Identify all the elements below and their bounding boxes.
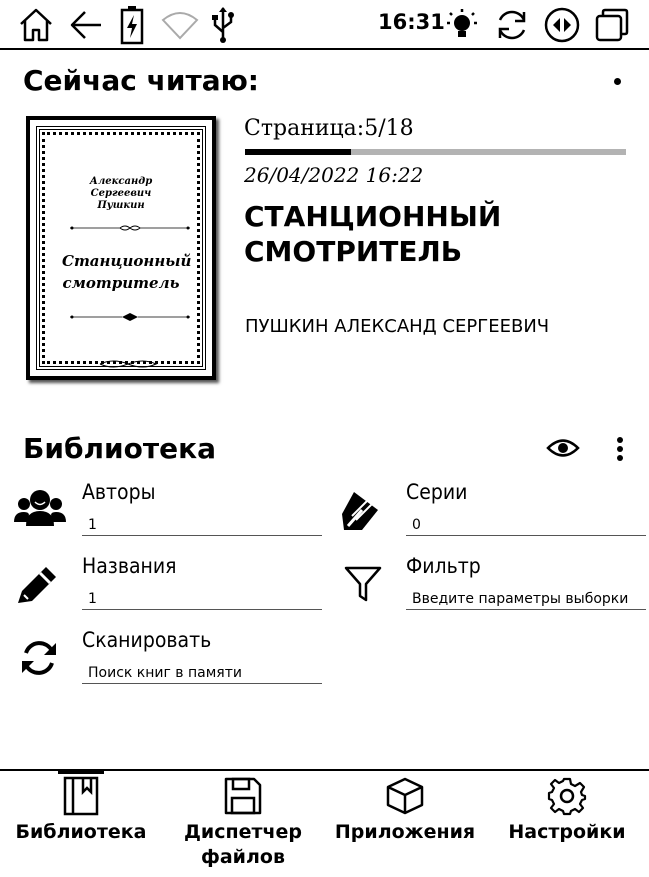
authors-label: Авторы: [82, 480, 156, 504]
ornament-flourish: [98, 360, 158, 368]
book-cover[interactable]: [26, 116, 216, 380]
file-manager-icon: [162, 776, 324, 820]
titles-count: 1: [82, 590, 322, 610]
usb-icon: [208, 5, 238, 45]
cover-author: Александр Сергеевич Пушкин: [89, 176, 153, 211]
status-bar: [0, 0, 649, 50]
series-count: 0: [406, 516, 646, 536]
battery-icon: [118, 5, 146, 45]
ornament-divider: [70, 224, 190, 232]
reading-progress-fill: [245, 149, 351, 155]
apps-icon: [324, 776, 486, 820]
library-item-series[interactable]: [406, 480, 646, 536]
wifi-icon: [160, 5, 200, 45]
rotate-icon[interactable]: [492, 5, 532, 45]
task-switch-icon[interactable]: [592, 5, 632, 45]
authors-icon: [14, 488, 66, 533]
scan-icon: [18, 637, 60, 684]
page-turn-icon[interactable]: [542, 5, 582, 45]
library-menu-icon[interactable]: [615, 436, 625, 467]
library-item-scan[interactable]: [82, 628, 322, 684]
eye-icon[interactable]: [546, 437, 580, 464]
clock: 16:31: [378, 10, 445, 34]
nav-settings-label: Настройки: [508, 821, 626, 843]
ornament-divider: [70, 313, 190, 321]
more-menu-dot[interactable]: [614, 78, 621, 85]
settings-icon: [486, 776, 648, 820]
library-item-authors[interactable]: [82, 480, 322, 536]
series-icon: [340, 486, 384, 537]
back-icon[interactable]: [66, 5, 106, 45]
book-author: ПУШКИН АЛЕКСАНД СЕРГЕЕВИЧ: [245, 316, 550, 337]
authors-count: 1: [82, 516, 322, 536]
library-icon: [0, 776, 162, 820]
titles-label: Названия: [82, 554, 177, 578]
titles-icon: [16, 563, 60, 610]
frontlight-icon[interactable]: [444, 5, 480, 45]
library-item-filter[interactable]: [406, 554, 646, 610]
nav-settings[interactable]: [486, 776, 648, 845]
library-heading: Библиотека: [23, 432, 216, 465]
scan-label: Сканировать: [82, 628, 212, 652]
active-tab-indicator: [58, 769, 104, 774]
nav-apps-label: Приложения: [334, 821, 476, 843]
last-read-date: 26/04/2022 16:22: [244, 163, 424, 187]
nav-file-manager-label: Диспетчер файлов: [183, 821, 303, 868]
nav-file-manager[interactable]: [162, 776, 324, 870]
filter-label: Фильтр: [406, 554, 481, 578]
nav-library[interactable]: [0, 776, 162, 845]
reading-progress-bar: [245, 149, 626, 155]
scan-hint: Поиск книг в памяти: [82, 664, 322, 684]
filter-icon: [344, 566, 382, 607]
library-item-titles[interactable]: [82, 554, 322, 610]
page-indicator: Страница:5/18: [244, 116, 414, 141]
cover-title: Станционный смотритель: [62, 252, 192, 292]
nav-apps[interactable]: [324, 776, 486, 845]
nav-library-label: Библиотека: [15, 821, 147, 843]
book-title[interactable]: СТАНЦИОННЫЙ СМОТРИТЕЛЬ: [244, 200, 502, 268]
filter-hint: Введите параметры выборки: [406, 590, 646, 610]
series-label: Серии: [406, 480, 468, 504]
now-reading-heading: Сейчас читаю:: [23, 64, 260, 97]
home-icon[interactable]: [14, 5, 58, 45]
